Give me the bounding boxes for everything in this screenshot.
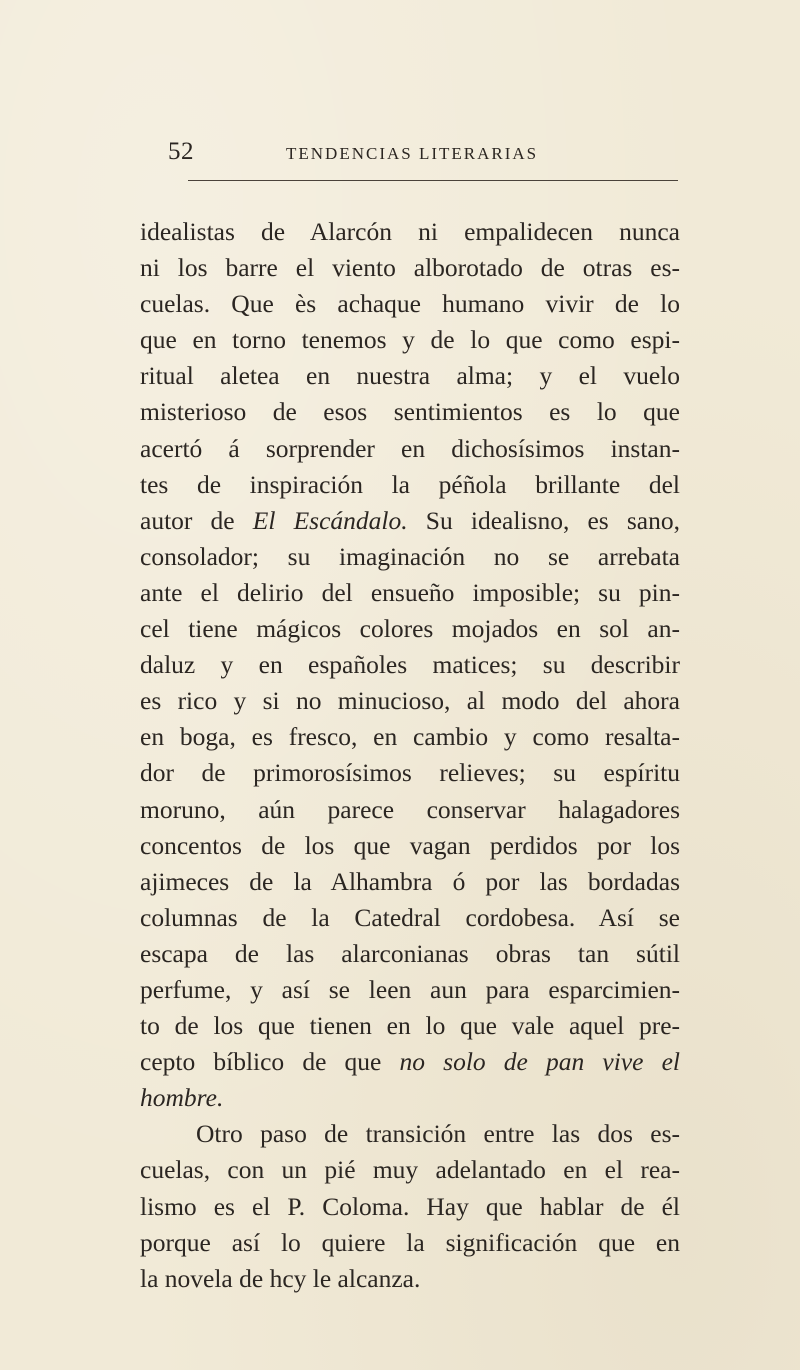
page-number: 52	[168, 138, 194, 165]
text-line: cel tiene mágicos colores mojados en sol an-	[140, 614, 680, 644]
text-line: ritual aletea en nuestra alma; y el vuelo	[140, 361, 680, 391]
header-rule	[188, 180, 678, 181]
text-line: porque así lo quiere la significación que en	[140, 1227, 680, 1257]
text-line: ni los barre el viento alborotado de otras es-	[140, 253, 680, 283]
text-line: Otro paso de transición entre las dos es-	[196, 1119, 680, 1149]
body-text	[140, 214, 680, 1297]
text-line: cuelas, con un pié muy adelantado en el rea-	[140, 1155, 680, 1185]
text-line: escapa de las alarconianas obras tan sútil	[140, 938, 680, 968]
text-line: daluz y en españoles matices; su describir	[140, 650, 680, 680]
text-line: misterioso de esos sentimientos es lo que	[140, 397, 680, 427]
text-fragment: Su idealisno, es sano,	[425, 505, 680, 535]
text-line: idealistas de Alarcón ni empalidecen nunca	[140, 217, 680, 246]
text-fragment: cepto bíblico de que	[140, 1047, 382, 1077]
page-header	[168, 138, 680, 178]
text-line-mixed	[140, 1044, 680, 1080]
text-line: dor de primorosísimos relieves; su espíritu	[140, 758, 680, 788]
italic-quote: no solo de pan vive el	[399, 1047, 680, 1077]
text-line: ajimeces de la Alhambra ó por las bordadas	[140, 866, 680, 896]
text-line: es rico y si no minucioso, al modo del ahora	[140, 686, 680, 716]
text-line: lismo es el P. Coloma. Hay que hablar de él	[140, 1191, 680, 1221]
italic-title: El Escándalo.	[252, 505, 408, 535]
text-line: en boga, es fresco, en cambio y como resalta-	[140, 722, 680, 752]
text-line: consolador; su imaginación no se arrebata	[140, 541, 680, 571]
text-line: columnas de la Catedral cordobesa. Así se	[140, 902, 680, 932]
text-line: que en torno tenemos y de lo que como espi-	[140, 325, 680, 355]
running-title: TENDENCIAS LITERARIAS	[286, 144, 539, 163]
text-line: cuelas. Que ès achaque humano vivir de lo	[140, 289, 680, 319]
text-line: la novela de hcy le alcanza.	[140, 1263, 421, 1293]
text-line	[140, 1080, 680, 1116]
italic-quote: hombre.	[140, 1083, 224, 1113]
text-line: tes de inspiración la péñola brillante del	[140, 469, 680, 499]
text-fragment: autor de	[140, 505, 235, 535]
text-line: to de los que tienen en lo que vale aquel pre-	[140, 1011, 680, 1041]
text-line: ante el delirio del ensueño imposible; su pin-	[140, 577, 680, 607]
text-line: concentos de los que vagan perdidos por los	[140, 830, 680, 860]
text-line: moruno, aún parece conservar halagadores	[140, 794, 680, 824]
text-line: acertó á sorprender en dichosísimos instan-	[140, 433, 680, 463]
text-line: perfume, y así se leen aun para esparcimien-	[140, 974, 680, 1004]
text-line-mixed	[140, 503, 680, 539]
